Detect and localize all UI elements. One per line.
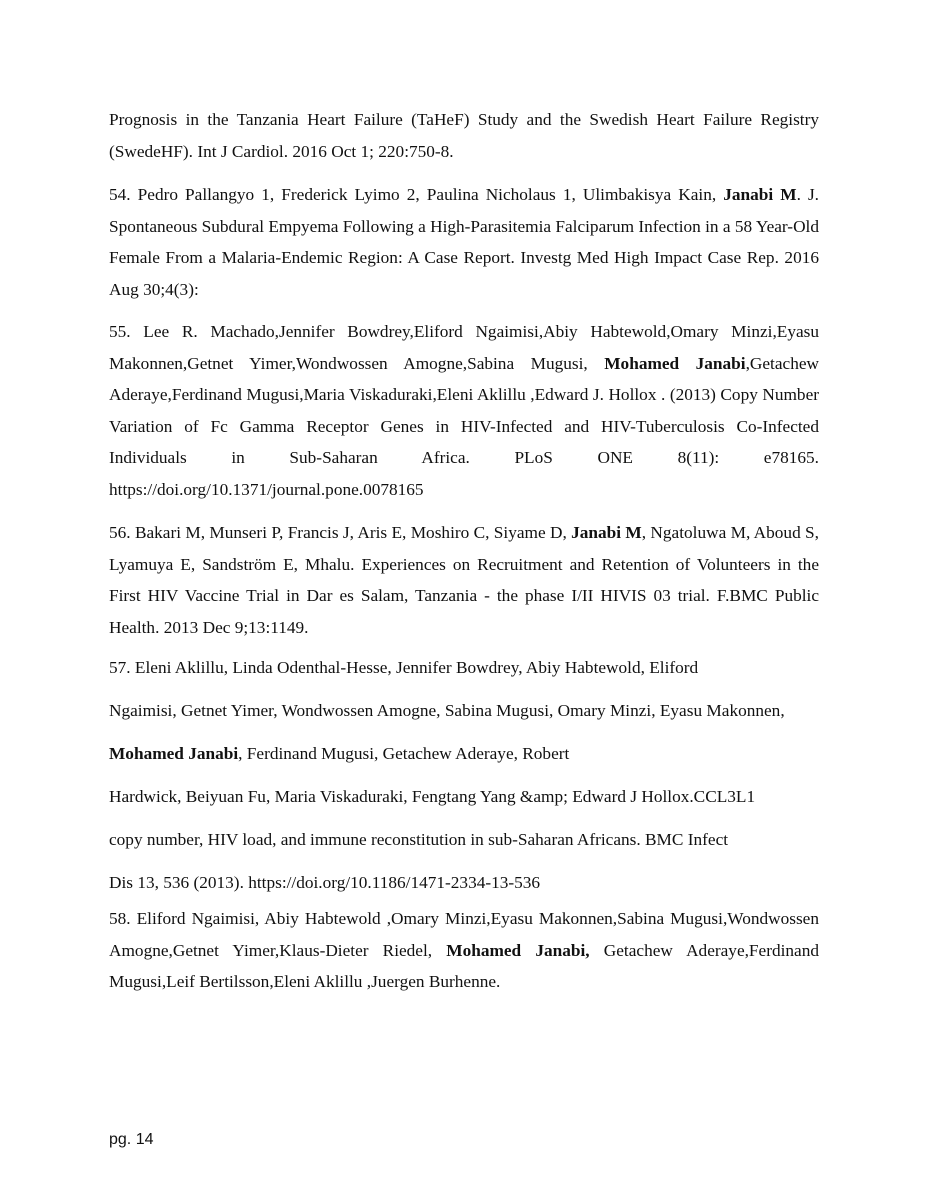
reference-57 bbox=[109, 646, 819, 904]
page-number: pg. 14 bbox=[109, 1131, 154, 1148]
reference-58-highlight-author: Mohamed Janabi, bbox=[446, 940, 590, 960]
reference-58-authors: 58. Eliford Ngaimisi, Abiy Habtewold ,Omary Minzi,Eyasu Makonnen,Sabina Mugusi,Wondwossen Amogne,Getnet Yimer,Klaus-Dieter Riedel, bbox=[109, 909, 819, 960]
reference-55 bbox=[109, 316, 819, 505]
reference-57-line-4: Hardwick, Beiyuan Fu, Maria Viskaduraki, Fengtang Yang &amp; Edward J Hollox.CCL3L1 bbox=[109, 787, 756, 806]
reference-57-highlight-author: Mohamed Janabi bbox=[109, 744, 239, 763]
reference-55-details: ,Getachew Aderaye,Ferdinand Mugusi,Maria Viskaduraki,Eleni Aklillu ,Edward J. Hollox . (2013) Copy Number Variation of Fc Gamma Receptor Genes in HIV-Infected and HIV-Tuberculosis Co-Infected Individuals in Sub-Saharan Africa. PLoS ONE 8(11): e78165. https://doi.org/10.1371/journal.pone.0078165 bbox=[109, 353, 819, 499]
reference-55-authors: 55. Lee R. Machado,Jennifer Bowdrey,Eliford Ngaimisi,Abiy Habtewold,Omary Minzi,Eyasu Makonnen,Getnet Yimer,Wondwossen Amogne,Sabina Mugusi, bbox=[109, 322, 819, 373]
reference-54 bbox=[109, 179, 819, 305]
reference-continuation: Prognosis in the Tanzania Heart Failure (TaHeF) Study and the Swedish Heart Failure Registry (SwedeHF). Int J Cardiol. 2016 Oct 1; 220:750-8. bbox=[109, 110, 819, 161]
reference-58 bbox=[109, 903, 819, 998]
reference-54-highlight-author: Janabi M bbox=[723, 185, 797, 204]
reference-57-line-5: copy number, HIV load, and immune reconstitution in sub-Saharan Africans. BMC Infect bbox=[109, 830, 729, 849]
reference-55-highlight-author: Mohamed Janabi bbox=[604, 353, 746, 373]
reference-56-highlight-author: Janabi M bbox=[571, 523, 642, 542]
reference-54-authors: 54. Pedro Pallangyo 1, Frederick Lyimo 2, Paulina Nicholaus 1, Ulimbakisya Kain, bbox=[109, 185, 724, 204]
reference-56-details: , Ngatoluwa M, Aboud S, Lyamuya E, Sandström E, Mhalu. Experiences on Recruitment and Retention of Volunteers in the First HIV Vaccine Trial in Dar es Salam, Tanzania - the phase I/II HIVIS 03 trial. F.BMC Public Health. 2013 Dec 9;13:1149. bbox=[109, 523, 819, 637]
reference-56-authors: 56. Bakari M, Munseri P, Francis J, Aris E, Moshiro C, Siyame D, bbox=[109, 523, 572, 542]
reference-58-details: Getachew Aderaye,Ferdinand Mugusi,Leif Bertilsson,Eleni Aklillu ,Juergen Burhenne. bbox=[109, 940, 819, 991]
reference-57-line-3-rest: , Ferdinand Mugusi, Getachew Aderaye, Robert bbox=[238, 744, 570, 763]
reference-57-line-1: 57. Eleni Aklillu, Linda Odenthal-Hesse, Jennifer Bowdrey, Abiy Habtewold, Eliford bbox=[109, 658, 699, 677]
reference-54-details: . J. Spontaneous Subdural Empyema Following a High-Parasitemia Falciparum Infection in a 58 Year-Old Female From a Malaria-Endemic Region: A Case Report. Investg Med High Impact Case Rep. 2016 Aug 30;4(3): bbox=[109, 185, 819, 299]
reference-57-line-6: Dis 13, 536 (2013). https://doi.org/10.1186/1471-2334-13-536 bbox=[109, 873, 541, 892]
reference-56 bbox=[109, 517, 819, 643]
reference-57-line-3 bbox=[109, 732, 819, 775]
reference-57-line-2: Ngaimisi, Getnet Yimer, Wondwossen Amogne, Sabina Mugusi, Omary Minzi, Eyasu Makonnen, bbox=[109, 701, 785, 720]
